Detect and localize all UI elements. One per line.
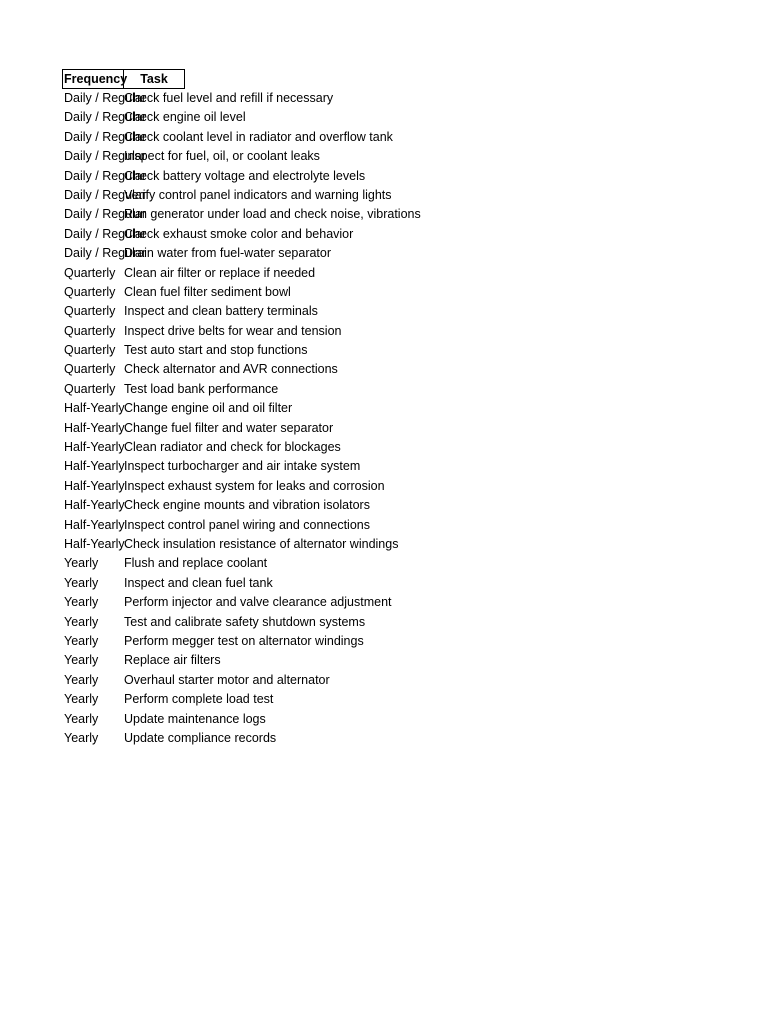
- table-row: [62, 554, 662, 573]
- task-cell[interactable]: Test and calibrate safety shutdown systems: [124, 614, 366, 629]
- task-cell[interactable]: Check coolant level in radiator and overflow tank: [124, 129, 393, 144]
- frequency-cell[interactable]: Daily / Regular: [64, 226, 146, 241]
- task-cell[interactable]: Update maintenance logs: [124, 711, 266, 726]
- frequency-cell[interactable]: Quarterly: [64, 343, 116, 358]
- table-row: [62, 341, 662, 360]
- table-row: [62, 322, 662, 341]
- task-cell[interactable]: Perform injector and valve clearance adjustment: [124, 595, 392, 610]
- table-row: [62, 574, 662, 593]
- table-row: [62, 651, 662, 670]
- frequency-cell[interactable]: Quarterly: [64, 304, 116, 319]
- frequency-cell[interactable]: Daily / Regular: [64, 246, 146, 261]
- table-row: [62, 89, 662, 108]
- frequency-cell[interactable]: Daily / Regular: [64, 149, 146, 164]
- table-row: [62, 593, 662, 612]
- frequency-cell[interactable]: Yearly: [64, 614, 99, 629]
- task-cell[interactable]: Inspect and clean battery terminals: [124, 304, 318, 319]
- table-row: [62, 128, 662, 147]
- frequency-cell[interactable]: Half-Yearly: [64, 420, 125, 435]
- task-cell[interactable]: Check alternator and AVR connections: [124, 362, 338, 377]
- frequency-cell[interactable]: Half-Yearly: [64, 459, 125, 474]
- frequency-cell[interactable]: Quarterly: [64, 323, 116, 338]
- table-row: [62, 690, 662, 709]
- task-cell[interactable]: Perform megger test on alternator windings: [124, 633, 364, 648]
- frequency-cell[interactable]: Daily / Regular: [64, 168, 146, 183]
- table-header-row: [62, 69, 662, 89]
- table-row: [62, 283, 662, 302]
- table-row: [62, 419, 662, 438]
- frequency-cell[interactable]: Daily / Regular: [64, 207, 146, 222]
- frequency-cell[interactable]: Half-Yearly: [64, 536, 125, 551]
- frequency-cell[interactable]: Half-Yearly: [64, 498, 125, 513]
- task-cell[interactable]: Change engine oil and oil filter: [124, 401, 293, 416]
- task-cell[interactable]: Verify control panel indicators and warning lights: [124, 187, 392, 202]
- task-cell[interactable]: Clean radiator and check for blockages: [124, 440, 341, 455]
- table-row: [62, 399, 662, 418]
- table-row: [62, 496, 662, 515]
- frequency-cell[interactable]: Quarterly: [64, 362, 116, 377]
- table-row: [62, 264, 662, 283]
- task-cell[interactable]: Change fuel filter and water separator: [124, 420, 334, 435]
- task-cell[interactable]: Overhaul starter motor and alternator: [124, 672, 330, 687]
- task-cell[interactable]: Clean air filter or replace if needed: [124, 265, 316, 280]
- frequency-cell[interactable]: Half-Yearly: [64, 440, 125, 455]
- task-cell[interactable]: Perform complete load test: [124, 692, 274, 707]
- frequency-cell[interactable]: Yearly: [64, 575, 99, 590]
- frequency-cell[interactable]: Daily / Regular: [64, 91, 146, 105]
- task-cell[interactable]: Drain water from fuel-water separator: [124, 246, 332, 261]
- table-row: [62, 632, 662, 651]
- frequency-cell[interactable]: Quarterly: [64, 381, 116, 396]
- task-cell[interactable]: Flush and replace coolant: [124, 556, 268, 571]
- frequency-cell[interactable]: Half-Yearly: [64, 478, 125, 493]
- table-row: [62, 613, 662, 632]
- table-row: [62, 535, 662, 554]
- table-row: [62, 380, 662, 399]
- task-cell[interactable]: Check fuel level and refill if necessary: [124, 91, 334, 105]
- frequency-cell[interactable]: Daily / Regular: [64, 129, 146, 144]
- table-row: [62, 477, 662, 496]
- table-row: [62, 360, 662, 379]
- frequency-cell[interactable]: Yearly: [64, 653, 99, 668]
- task-cell[interactable]: Inspect for fuel, oil, or coolant leaks: [124, 149, 320, 164]
- frequency-cell[interactable]: Yearly: [64, 692, 99, 707]
- header-task[interactable]: Task: [124, 69, 185, 89]
- table-row: [62, 457, 662, 476]
- frequency-cell[interactable]: Half-Yearly: [64, 517, 125, 532]
- task-cell[interactable]: Inspect control panel wiring and connections: [124, 517, 370, 532]
- frequency-cell[interactable]: Yearly: [64, 556, 99, 571]
- frequency-cell[interactable]: Yearly: [64, 711, 99, 726]
- task-cell[interactable]: Check engine mounts and vibration isolators: [124, 498, 370, 513]
- table-row: [62, 516, 662, 535]
- frequency-cell[interactable]: Yearly: [64, 730, 99, 745]
- frequency-cell[interactable]: Yearly: [64, 672, 99, 687]
- table-row: [62, 147, 662, 166]
- task-cell[interactable]: Check battery voltage and electrolyte levels: [124, 168, 366, 183]
- header-frequency[interactable]: Frequency: [62, 69, 124, 89]
- task-cell[interactable]: Inspect exhaust system for leaks and corrosion: [124, 478, 385, 493]
- table-row: [62, 167, 662, 186]
- table-row: [62, 710, 662, 729]
- task-cell[interactable]: Check insulation resistance of alternator windings: [124, 536, 399, 551]
- frequency-cell[interactable]: Daily / Regular: [64, 187, 146, 202]
- task-cell[interactable]: Replace air filters: [124, 653, 221, 668]
- table-row: [62, 244, 662, 263]
- table-row: [62, 302, 662, 321]
- table-body: [62, 89, 662, 748]
- task-cell[interactable]: Test auto start and stop functions: [124, 343, 308, 358]
- frequency-cell[interactable]: Quarterly: [64, 284, 116, 299]
- table-row: [62, 205, 662, 224]
- frequency-cell[interactable]: Quarterly: [64, 265, 116, 280]
- task-cell[interactable]: Check exhaust smoke color and behavior: [124, 226, 354, 241]
- task-cell[interactable]: Run generator under load and check noise, vibrations: [124, 207, 421, 222]
- table-row: [62, 438, 662, 457]
- frequency-cell[interactable]: Yearly: [64, 633, 99, 648]
- maintenance-schedule-sheet: [62, 69, 662, 748]
- task-cell[interactable]: Inspect turbocharger and air intake system: [124, 459, 361, 474]
- task-cell[interactable]: Test load bank performance: [124, 381, 279, 396]
- task-cell[interactable]: Inspect and clean fuel tank: [124, 575, 273, 590]
- frequency-cell[interactable]: Daily / Regular: [64, 110, 146, 125]
- table-row: [62, 671, 662, 690]
- frequency-cell[interactable]: Half-Yearly: [64, 401, 125, 416]
- table-row: [62, 729, 662, 748]
- task-cell[interactable]: Clean fuel filter sediment bowl: [124, 284, 291, 299]
- table-row: [62, 108, 662, 127]
- table-row: [62, 225, 662, 244]
- table-row: [62, 186, 662, 205]
- task-cell[interactable]: Check engine oil level: [124, 110, 246, 125]
- frequency-cell[interactable]: Yearly: [64, 595, 99, 610]
- task-cell[interactable]: Update compliance records: [124, 730, 277, 745]
- task-cell[interactable]: Inspect drive belts for wear and tension: [124, 323, 342, 338]
